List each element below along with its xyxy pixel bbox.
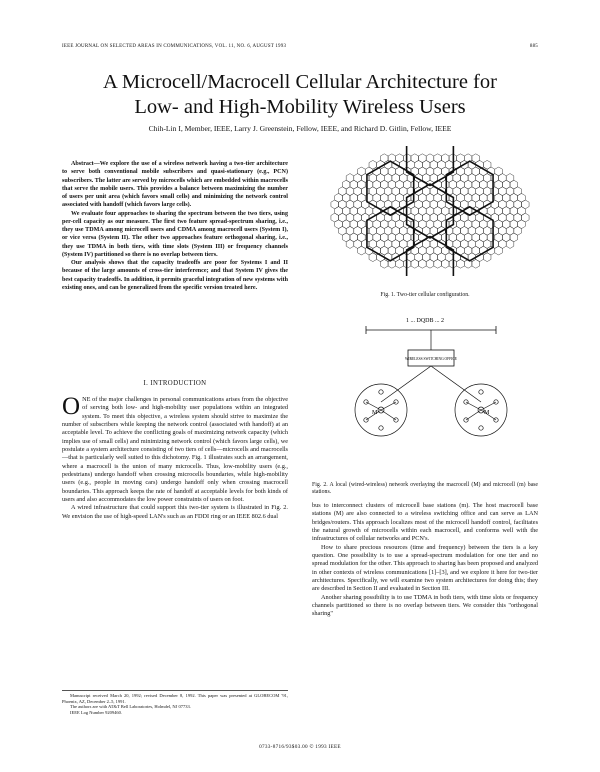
figure-1-cell-diagram	[330, 146, 530, 276]
link-line	[431, 366, 481, 402]
microcell-hexagon	[472, 259, 480, 268]
right-cluster	[455, 384, 507, 436]
microcell-hexagon	[358, 246, 366, 255]
macrocell-label: M	[372, 410, 378, 416]
issn-line: 0733-8716/93$03.00 © 1993 IEEE	[259, 744, 341, 750]
microcell-hexagon-grid	[331, 154, 529, 268]
right-column-text	[312, 502, 538, 619]
abstract	[62, 160, 288, 292]
microcell-hexagon	[495, 246, 503, 255]
abstract-paragraph: We evaluate four approaches to sharing the spectrum between the two tiers, using per-cell capacity as our measure. The first two feature spread-spectrum sharing, i.e., they use TDMA among microcell users and CDMA among macrocell users (System I), or vice versa (System II). The other two approaches feature orthogonal sharing, i.e., they use TDMA in both tiers, with time slots (System III) or frequency channels (System IV) partitioned so there is no overlap between tiers.	[62, 210, 288, 258]
intro-paragraph: A wired infrastructure that could support this two-tier system is illustrated in Fig. 2. We envision the use of high-speed LAN's such as an FDDI ring or an IEEE 802.6 dual	[62, 504, 288, 520]
drop-cap: O	[62, 393, 81, 420]
paper-title	[60, 70, 540, 120]
body-paragraph: bus to interconnect clusters of microcell base stations (m). The host macrocell base stations (M) are also connected to a wireless switching office and can serve as LAN bridges/routers. This approach localizes most of the microcell handoff control, facilitates the natural growth of microcells within each macrocell, and conforms well with the infrastructures of cellular networks and PCN's.	[312, 502, 538, 543]
intro-paragraph	[62, 393, 288, 504]
link-line	[381, 366, 431, 402]
title-line-2: Low- and High-Mobility Wireless Users	[134, 96, 466, 118]
footnote-line: IEEE Log Number 9209460.	[70, 709, 122, 715]
author-list: Chih-Lin I, Member, IEEE, Larry J. Greenstein, Fellow, IEEE, and Richard D. Gitlin, Fellow, IEEE	[148, 124, 452, 133]
microcell-hexagon	[419, 259, 427, 268]
macrocell-label: M	[484, 410, 490, 416]
body-paragraph: How to share precious resources (time and frequency) between the tiers is a key question. One possibility is to use a spread-spectrum modulation for one tier and no spread modulation for the other. This approach to sharing has been proposed and analyzed in other contexts of wireless communications [1]–[3], and we explore it here for two-tier architectures. Specifically, we will examine two system architectures for doing this; they are described in Section II and evaluated in Section III.	[312, 543, 538, 593]
journal-name: IEEE JOURNAL ON SELECTED AREAS IN COMMUNICATIONS, VOL. 11, NO. 6, AUGUST 1993	[62, 44, 287, 49]
footnote-line: Manuscript received March 20, 1992; revised December 8, 1992. This paper was presented at GLOBECOM '91, Phoenix, AZ, December 2–5, 1991.	[62, 693, 288, 704]
title-line-1: A Microcell/Macrocell Cellular Architecture for	[103, 71, 497, 93]
microcell-hexagon	[369, 253, 377, 262]
figure-2-network-diagram	[336, 310, 526, 460]
figure-1-caption: Fig. 1. Two-tier cellular configuration.	[380, 292, 470, 298]
microcell-hexagon	[411, 259, 419, 268]
microcell-hexagon	[396, 259, 404, 268]
left-cluster	[355, 384, 407, 436]
footnote-line: The authors are with AT&T Bell Laboratories, Holmdel, NJ 07733.	[70, 704, 191, 710]
introduction-text	[62, 393, 288, 521]
microcell-hexagon	[434, 259, 442, 268]
abstract-paragraph: Our analysis shows that the capacity tradeoffs are poor for Systems I and II because of the large amounts of cross-tier interference; and that System IV gives the best capacity tradeoffs. In addition, it permits graceful integration of new systems with existing ones, and can be generalized from the specific version treated here.	[62, 260, 288, 291]
abstract-paragraph: Abstract—We explore the use of a wireless network having a two-tier architecture to serve both conventional mobile subscribers and quasi-stationary (e.g., PCN) subscribers. The latter are served by microcells which are embedded within macrocells that serve the mobile users. This provides a balance between maximizing the number of users per unit area (which favors small cells) and minimizing the network control associated with handoff (which favors large cells).	[62, 161, 288, 209]
page-number: 885	[529, 44, 538, 49]
section-heading: I. INTRODUCTION	[143, 380, 207, 387]
microcell-hexagon	[506, 240, 514, 249]
figure-2-caption: Fig. 2. A local (wired-wireless) network overlaying the macrocell (M) and microcell (m) base stations.	[312, 482, 538, 495]
body-paragraph: Another sharing possibility is to use TDMA in both tiers, with time slots or frequency channels partitioned so there is no overlap between tiers. We consider this "orthogonal sharing"	[312, 593, 538, 618]
footnote	[62, 690, 288, 715]
running-header	[62, 44, 538, 49]
microcell-hexagon	[441, 259, 449, 268]
microcell-hexagon	[380, 259, 388, 268]
switching-office-label: WIRELESS SWITCHING OFFICE	[405, 357, 457, 361]
microcell-hexagon	[483, 253, 491, 262]
microcell-hexagon	[426, 259, 434, 268]
dqdb-label: 1 ... DQDB ... 2	[406, 318, 445, 324]
microcell-hexagon	[346, 240, 354, 249]
intro-text: NE of the major challenges in personal communications arises from the objective of serving both low- and high-mobility user populations within an integrated system. To meet this objective, a wireless system should strive to maximize the number of subscribers while keeping the network control (associated with handoff) at an acceptable level. To achieve the conflicting goals of maximizing network capacity (which implies use of small cells) and minimizing network control (which favors large cells), we postulate a system architecture consisting of two tiers of cells—microcells and macrocells—that is particularly well suited to this dichotomy. Fig. 1 illustrates such an arrangement, where a macrocell is the union of many microcells. Thus, low-mobility users (e.g., pedestrians) undergo handoff when crossing microcells boundaries, while high-mobility users (e.g., people in moving cars) undergo handoff only when crossing macrocell boundaries. This approach keeps the rate of handoff at acceptable levels for both kinds of users and also accommodates the low power constraints of users on foot.	[62, 396, 288, 504]
microcell-hexagon	[457, 259, 465, 268]
